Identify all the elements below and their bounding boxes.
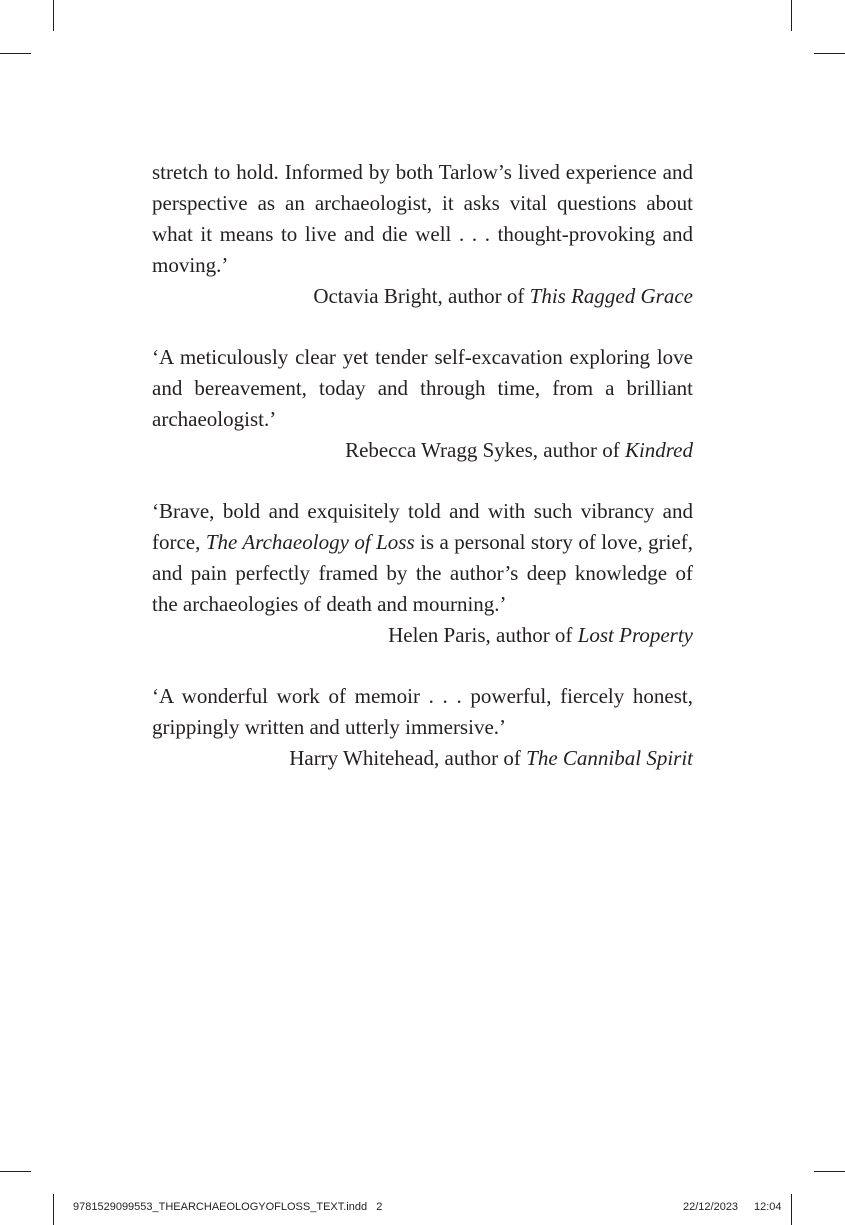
testimonial xyxy=(152,681,693,774)
attribution-author: Rebecca Wragg Sykes, author of xyxy=(345,438,625,462)
crop-mark-left-top xyxy=(0,53,31,54)
quote-text: ‘A wonderful work of memoir . . . powerful, fiercely honest, grippingly written and utterly immersive.’ xyxy=(152,684,693,739)
crop-mark-bottom-left xyxy=(53,1194,54,1225)
attribution-book-title: This Ragged Grace xyxy=(529,284,693,308)
quote-text: stretch to hold. Informed by both Tarlow’s lived experience and perspective as an archaeologist, it asks vital questions about what it means to live and die well . . . thought-provoking and moving.’ xyxy=(152,160,693,277)
slug-filename: 9781529099553_THEARCHAEOLOGYOFLOSS_TEXT.indd 2 xyxy=(73,1201,383,1213)
crop-mark-bottom-right xyxy=(791,1194,792,1225)
testimonial-attribution xyxy=(152,743,693,774)
testimonial-quote xyxy=(152,342,693,435)
attribution-book-title: Lost Property xyxy=(577,623,693,647)
testimonial-quote xyxy=(152,157,693,281)
slug-date: 22/12/2023 xyxy=(683,1201,739,1213)
crop-mark-left-bottom xyxy=(0,1171,31,1172)
quote-text: ‘Brave, bold and exquisitely told and with such vibrancy and force, xyxy=(152,499,693,554)
testimonial-quote xyxy=(152,496,693,620)
attribution-author: Harry Whitehead, author of xyxy=(289,746,527,770)
crop-mark-right-bottom xyxy=(814,1171,845,1172)
quote-text: ‘A meticulously clear yet tender self-excavation exploring love and bereavement, today and through time, from a brilliant archaeologist.’ xyxy=(152,345,693,431)
attribution-author: Octavia Bright, author of xyxy=(313,284,530,308)
quote-book-title: The Archaeology of Loss xyxy=(205,530,415,554)
testimonial xyxy=(152,157,693,312)
testimonial-quote xyxy=(152,681,693,743)
crop-mark-top-right xyxy=(791,0,792,31)
testimonial-attribution xyxy=(152,620,693,651)
testimonial xyxy=(152,342,693,466)
slug-time: 12:04 xyxy=(754,1201,782,1213)
testimonials-page xyxy=(152,157,693,804)
attribution-author: Helen Paris, author of xyxy=(388,623,578,647)
quote-text: is a personal story of love, grief, and pain perfectly framed by the author’s deep knowledge of the archaeologies of death and mourning.’ xyxy=(152,530,693,616)
attribution-book-title: Kindred xyxy=(624,438,693,462)
testimonial-attribution xyxy=(152,281,693,312)
attribution-book-title: The Cannibal Spirit xyxy=(526,746,693,770)
crop-mark-top-left xyxy=(53,0,54,31)
crop-mark-right-top xyxy=(814,53,845,54)
testimonial-attribution xyxy=(152,435,693,466)
testimonial xyxy=(152,496,693,651)
